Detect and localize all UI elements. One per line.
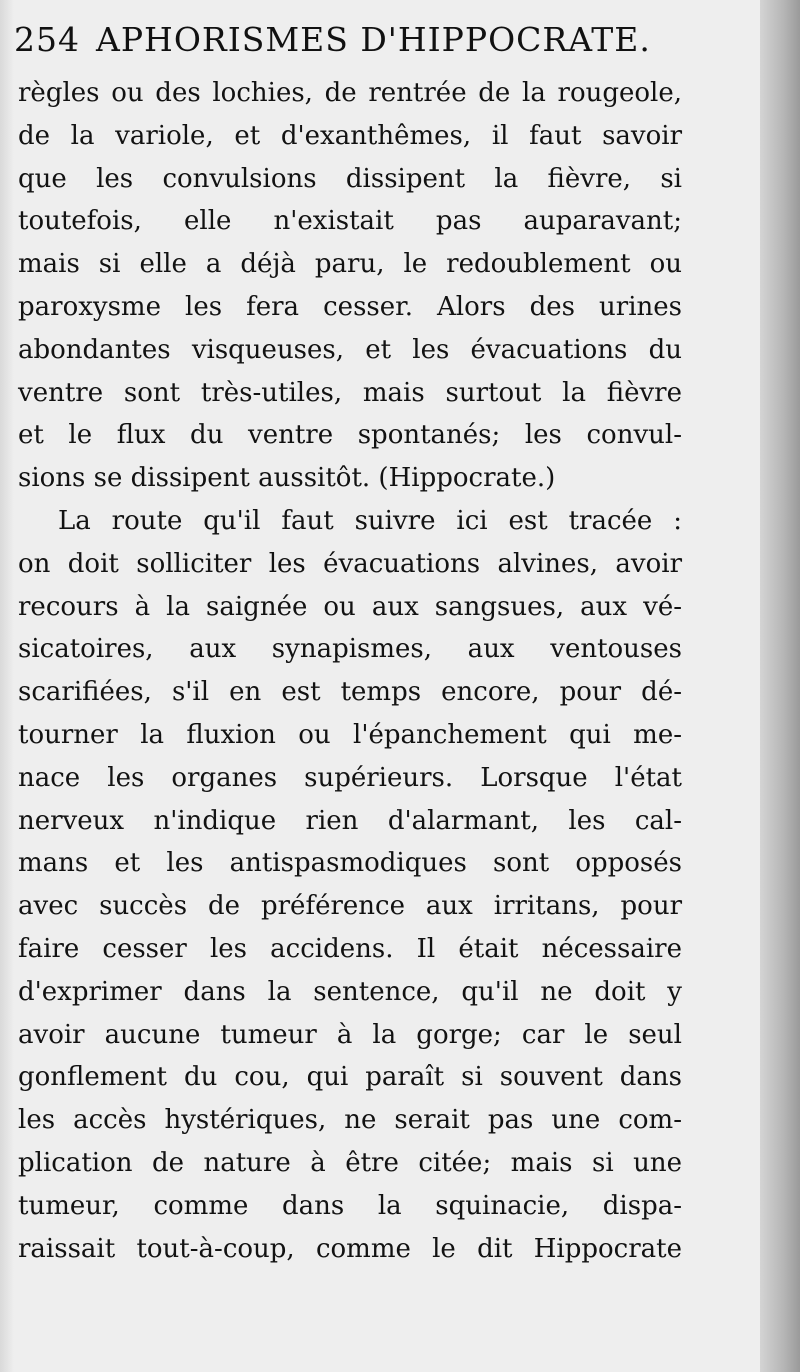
text-line: nerveux n'indique rien d'alarmant, les cal- <box>18 805 682 836</box>
text-line: d'exprimer dans la sentence, qu'il ne doit y <box>18 976 682 1007</box>
text-line: scarifiées, s'il en est temps encore, pour dé- <box>18 677 682 708</box>
text-line: paroxysme les fera cesser. Alors des urines <box>18 291 682 322</box>
text-line: plication de nature à être citée; mais si une <box>18 1147 682 1178</box>
text-line: faire cesser les accidens. Il était nécessaire <box>18 933 682 964</box>
text-line: mais si elle a déjà paru, le redoublement ou <box>18 249 682 280</box>
text-line: et le flux du ventre spontanés; les convul- <box>18 420 682 451</box>
text-line: avec succès de préférence aux irritans, pour <box>18 891 682 922</box>
text-line: raissait tout-à-coup, comme le dit Hippocrate <box>18 1233 682 1264</box>
page-edge-shadow <box>0 0 14 1372</box>
text-line: ventre sont très-utiles, mais surtout la fièvre <box>18 377 682 408</box>
text-line: gonflement du cou, qui paraît si souvent dans <box>18 1062 682 1093</box>
text-line: on doit solliciter les évacuations alvines, avoir <box>18 548 682 579</box>
text-line: tourner la fluxion ou l'épanchement qui me- <box>18 719 682 750</box>
text-line: La route qu'il faut suivre ici est tracée : <box>58 505 682 536</box>
text-line: recours à la saignée ou aux sangsues, aux vé- <box>18 591 682 622</box>
body-text <box>18 72 682 1270</box>
text-line: toutefois, elle n'existait pas auparavant; <box>18 206 682 237</box>
text-line: les accès hystériques, ne serait pas une com- <box>18 1105 682 1136</box>
text-line: abondantes visqueuses, et les évacuations du <box>18 334 682 365</box>
text-line: sicatoires, aux synapismes, aux ventouses <box>18 634 682 665</box>
text-line: sions se dissipent aussitôt. (Hippocrate.) <box>18 463 556 494</box>
text-line: tumeur, comme dans la squinacie, dispa- <box>18 1190 682 1221</box>
text-line: de la variole, et d'exanthêmes, il faut savoir <box>18 120 682 151</box>
running-title: APHORISMES D'HIPPOCRATE. <box>96 20 651 59</box>
text-line: règles ou des lochies, de rentrée de la rougeole, <box>18 78 682 108</box>
text-line: mans et les antispasmodiques sont opposés <box>18 848 682 879</box>
running-header <box>14 20 734 59</box>
page-number: 254 <box>14 20 80 59</box>
text-line: nace les organes supérieurs. Lorsque l'état <box>18 762 682 793</box>
book-binding-edge <box>760 0 800 1372</box>
text-line: avoir aucune tumeur à la gorge; car le seul <box>18 1019 682 1050</box>
text-line: que les convulsions dissipent la fièvre, si <box>18 163 682 194</box>
